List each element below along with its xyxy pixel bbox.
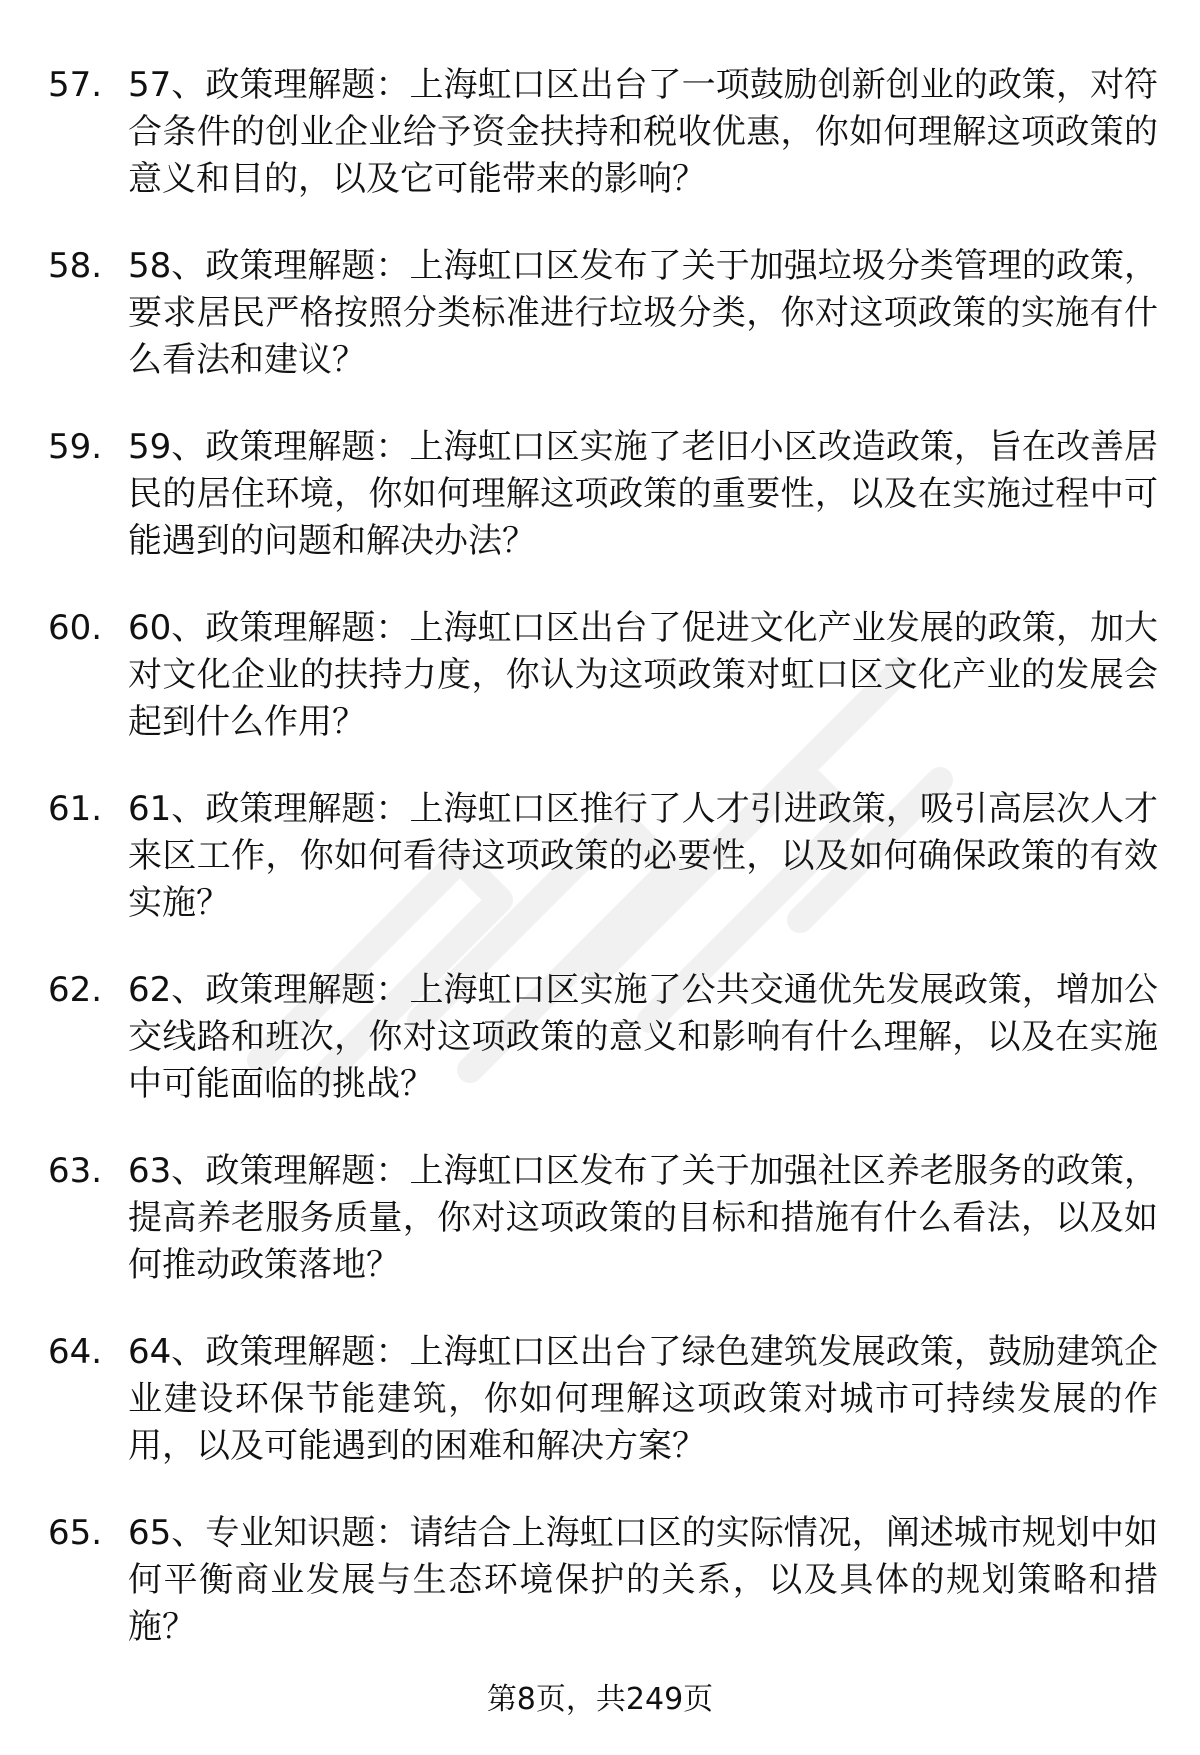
question-number: 63. xyxy=(48,1151,103,1191)
question-number: 57. xyxy=(48,65,103,105)
question-text: 61、政策理解题：上海虹口区推行了人才引进政策，吸引高层次人才来区工作，你如何看待这项政策的必要性，以及如何确保政策的有效实施？ xyxy=(128,789,1158,923)
question-item xyxy=(48,605,1158,746)
question-number: 58. xyxy=(48,246,103,286)
question-item xyxy=(48,1148,1158,1289)
question-item xyxy=(48,62,1158,203)
question-text: 58、政策理解题：上海虹口区发布了关于加强垃圾分类管理的政策，要求居民严格按照分类标准进行垃圾分类，你对这项政策的实施有什么看法和建议？ xyxy=(128,246,1158,380)
question-text: 62、政策理解题：上海虹口区实施了公共交通优先发展政策，增加公交线路和班次，你对这项政策的意义和影响有什么理解，以及在实施中可能面临的挑战？ xyxy=(128,970,1158,1104)
question-number: 62. xyxy=(48,970,103,1010)
page-footer xyxy=(0,1680,1200,1720)
page-number-label: 第8页，共249页 xyxy=(486,1682,714,1717)
question-number: 59. xyxy=(48,427,103,467)
question-text: 63、政策理解题：上海虹口区发布了关于加强社区养老服务的政策，提高养老服务质量，你对这项政策的目标和措施有什么看法，以及如何推动政策落地？ xyxy=(128,1151,1158,1285)
question-number: 65. xyxy=(48,1513,103,1553)
question-text: 64、政策理解题：上海虹口区出台了绿色建筑发展政策，鼓励建筑企业建设环保节能建筑，你如何理解这项政策对城市可持续发展的作用，以及可能遇到的困难和解决方案？ xyxy=(128,1332,1158,1466)
question-number: 61. xyxy=(48,789,103,829)
question-item xyxy=(48,243,1158,384)
question-item xyxy=(48,967,1158,1108)
question-item xyxy=(48,786,1158,927)
question-text: 65、专业知识题：请结合上海虹口区的实际情况，阐述城市规划中如何平衡商业发展与生态环境保护的关系，以及具体的规划策略和措施？ xyxy=(128,1513,1158,1647)
question-list xyxy=(48,62,1158,1691)
question-item xyxy=(48,424,1158,565)
question-item xyxy=(48,1510,1158,1651)
question-item xyxy=(48,1329,1158,1470)
question-text: 57、政策理解题：上海虹口区出台了一项鼓励创新创业的政策，对符合条件的创业企业给予资金扶持和税收优惠，你如何理解这项政策的意义和目的，以及它可能带来的影响？ xyxy=(128,65,1158,199)
question-text: 60、政策理解题：上海虹口区出台了促进文化产业发展的政策，加大对文化企业的扶持力度，你认为这项政策对虹口区文化产业的发展会起到什么作用？ xyxy=(128,608,1158,742)
question-text: 59、政策理解题：上海虹口区实施了老旧小区改造政策，旨在改善居民的居住环境，你如何理解这项政策的重要性，以及在实施过程中可能遇到的问题和解决办法？ xyxy=(128,427,1158,561)
question-number: 60. xyxy=(48,608,103,648)
question-number: 64. xyxy=(48,1332,103,1372)
